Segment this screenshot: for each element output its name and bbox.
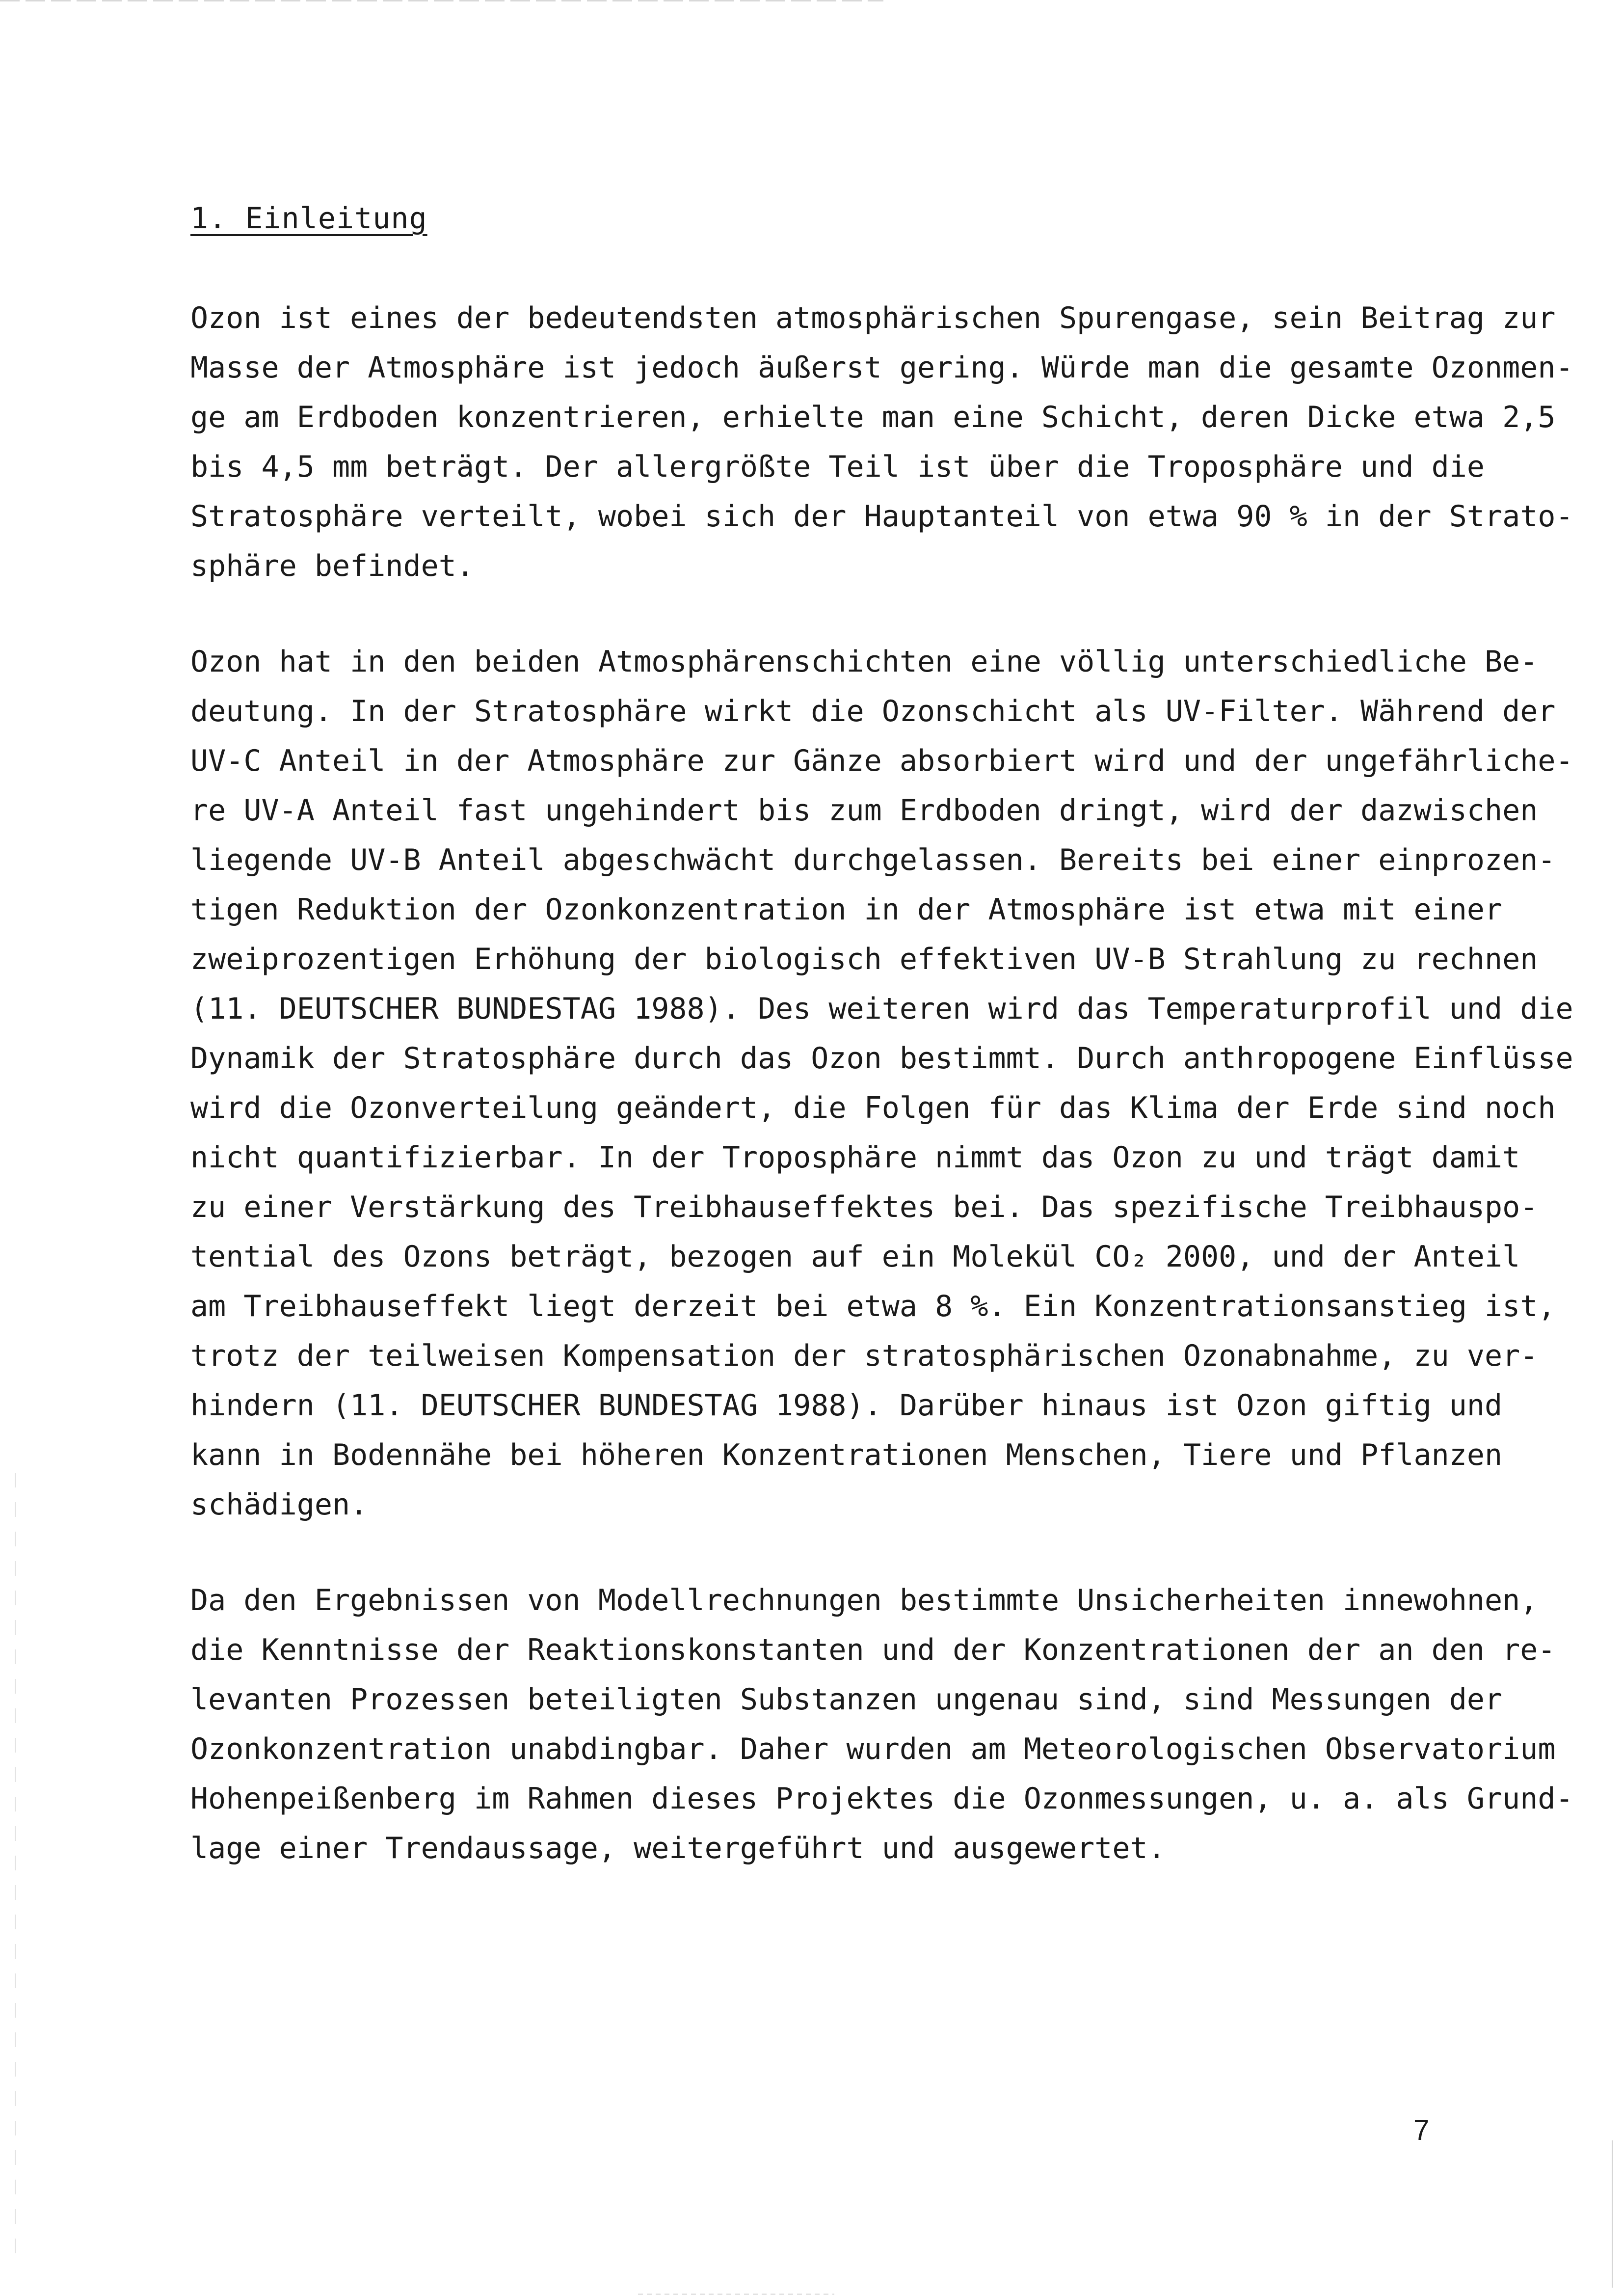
paragraph-line: am Treibhauseffekt liegt derzeit bei etwa 8 %. Ein Konzentrationsanstieg ist, [190, 1289, 1556, 1324]
page-number: 7 [1413, 2114, 1430, 2146]
paragraph-line: trotz der teilweisen Kompensation der stratosphärischen Ozonabnahme, zu ver- [190, 1339, 1538, 1373]
paragraph-line: Da den Ergebnissen von Modellrechnungen bestimmte Unsicherheiten innewohnen, [190, 1583, 1538, 1618]
paragraph-line: Ozon hat in den beiden Atmosphärenschichten eine völlig unterschiedliche Be- [190, 645, 1538, 679]
paragraph-line: sphäre befindet. [190, 549, 474, 583]
scan-top-rule [0, 0, 883, 1]
paragraph-line: (11. DEUTSCHER BUNDESTAG 1988). Des weiteren wird das Temperaturprofil und die [190, 992, 1573, 1026]
scan-bottom-rule [638, 2294, 834, 2295]
section-heading: 1. Einleitung [190, 201, 427, 236]
paragraph-line: Ozonkonzentration unabdingbar. Daher wurden am Meteorologischen Observatorium [190, 1732, 1556, 1766]
paragraph-line: ge am Erdboden konzentrieren, erhielte man eine Schicht, deren Dicke etwa 2,5 [190, 400, 1556, 434]
paragraph-line: deutung. In der Stratosphäre wirkt die Ozonschicht als UV-Filter. Während der [190, 694, 1556, 729]
paragraph-line: Hohenpeißenberg im Rahmen dieses Projektes die Ozonmessungen, u. a. als Grund- [190, 1782, 1573, 1816]
paragraph-line: liegende UV-B Anteil abgeschwächt durchgelassen. Bereits bei einer einprozen- [190, 843, 1556, 877]
paragraph-2 [190, 637, 1573, 1530]
paragraph-line: Stratosphäre verteilt, wobei sich der Hauptanteil von etwa 90 % in der Strato- [190, 499, 1573, 534]
scan-left-edge [15, 1473, 16, 2258]
paragraph-line: tigen Reduktion der Ozonkonzentration in der Atmosphäre ist etwa mit einer [190, 892, 1503, 927]
paragraph-1 [190, 294, 1573, 591]
paragraph-line: tential des Ozons beträgt, bezogen auf ein Molekül CO₂ 2000, und der Anteil [190, 1240, 1520, 1274]
paragraph-line: lage einer Trendaussage, weitergeführt und ausgewertet. [190, 1831, 1166, 1865]
paragraph-line: schädigen. [190, 1487, 368, 1522]
paragraph-line: nicht quantifizierbar. In der Troposphäre nimmt das Ozon zu und trägt damit [190, 1140, 1520, 1175]
paragraph-line: bis 4,5 mm beträgt. Der allergrößte Teil ist über die Troposphäre und die [190, 450, 1485, 484]
paragraph-line: kann in Bodennähe bei höheren Konzentrationen Menschen, Tiere und Pflanzen [190, 1438, 1503, 1472]
paragraph-line: re UV-A Anteil fast ungehindert bis zum Erdboden dringt, wird der dazwischen [190, 793, 1538, 828]
paragraph-line: zu einer Verstärkung des Treibhauseffektes bei. Das spezifische Treibhauspo- [190, 1190, 1538, 1224]
paragraph-line: hindern (11. DEUTSCHER BUNDESTAG 1988). Darüber hinaus ist Ozon giftig und [190, 1388, 1503, 1423]
paragraph-line: Masse der Atmosphäre ist jedoch äußerst gering. Würde man die gesamte Ozonmen- [190, 351, 1573, 385]
paragraph-line: wird die Ozonverteilung geändert, die Folgen für das Klima der Erde sind noch [190, 1091, 1556, 1125]
paragraph-line: Dynamik der Stratosphäre durch das Ozon bestimmt. Durch anthropogene Einflüsse [190, 1041, 1573, 1076]
paragraph-line: levanten Prozessen beteiligten Substanzen ungenau sind, sind Messungen der [190, 1682, 1503, 1717]
paragraph-line: zweiprozentigen Erhöhung der biologisch effektiven UV-B Strahlung zu rechnen [190, 942, 1538, 976]
paragraph-line: UV-C Anteil in der Atmosphäre zur Gänze absorbiert wird und der ungefährliche- [190, 744, 1573, 778]
paragraph-line: die Kenntnisse der Reaktionskonstanten und der Konzentrationen der an den re- [190, 1633, 1556, 1667]
paragraph-3 [190, 1576, 1573, 1873]
paragraph-line: Ozon ist eines der bedeutendsten atmosphärischen Spurengase, sein Beitrag zur [190, 301, 1556, 335]
scan-right-edge [1612, 2140, 1613, 2288]
